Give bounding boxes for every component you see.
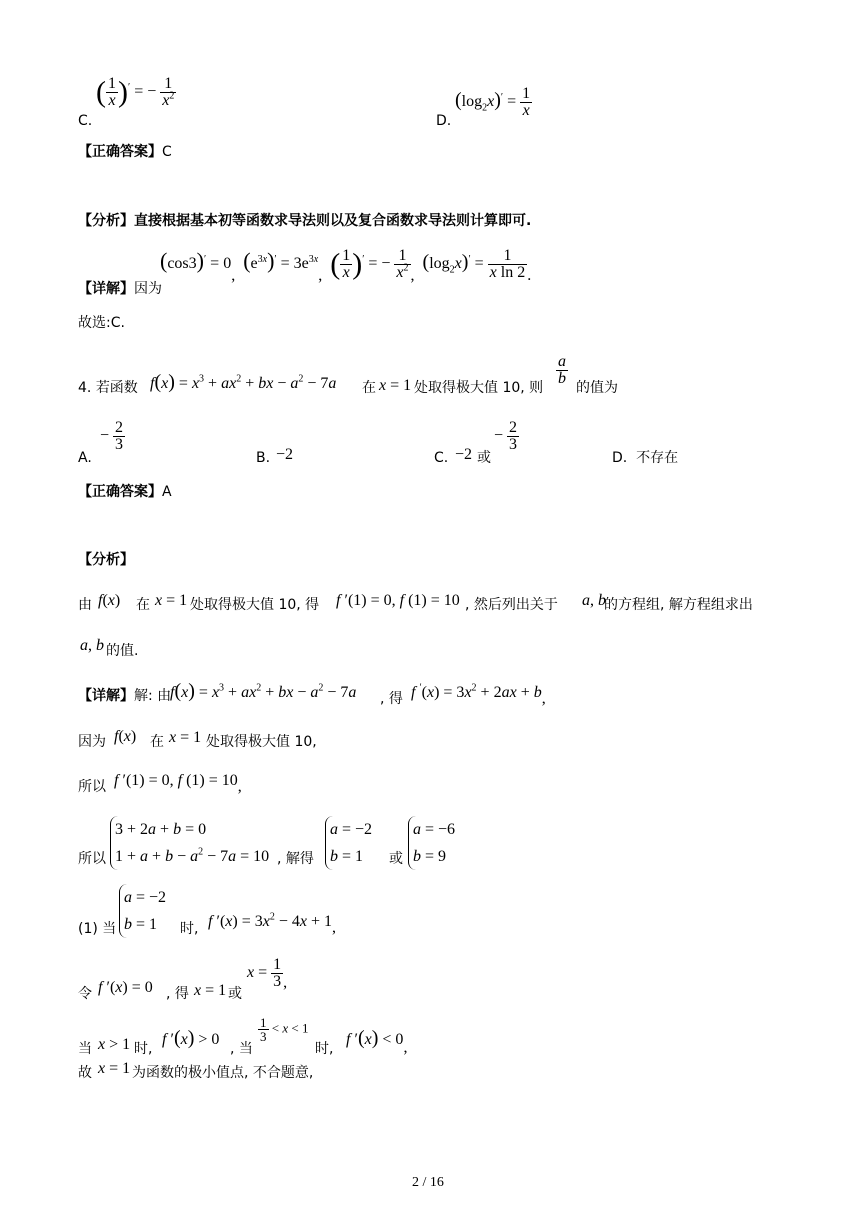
q3-conclusion: 故选:C. [78, 315, 125, 331]
q4-detail-l2-f: f(x) [114, 728, 137, 745]
q4-final-a: 故 [78, 1065, 92, 1081]
q4-case1-label: (1) 当 [78, 921, 117, 937]
q3-analysis-text: 直接根据基本初等函数求导法则以及复合函数求导法则计算即可. [134, 213, 532, 229]
q4-dang-cond: x > 1 [98, 1036, 131, 1053]
q3-detail-heading [78, 282, 162, 296]
q4-final-b: 为函数的极小值点, 不合题意, [132, 1065, 314, 1081]
q4-pos-deriv: f ′(x) > 0 [162, 1027, 220, 1049]
q3-analysis-heading: 【分析】 [78, 213, 134, 229]
q4-option-c-value2: − $\frac{2}{3}$ [494, 419, 518, 453]
q4-point: x = 1 [379, 377, 412, 394]
q4-analysis-d: , 然后列出关于 [465, 597, 558, 613]
q4-detail-l4-b: , 解得 [277, 851, 314, 867]
q4-option-b-label: B. [256, 450, 271, 466]
q4-stem-after: 处取得极大值 10, 则 [414, 380, 544, 396]
q4-case1-system: a = −2 b = 1 [119, 884, 166, 938]
q3-detail-formulas: (cos3)′ = 0, $(e^{3x})' = 3e^{3x}$, ( $\frac{1}{x}$ )′ = − $\frac{1}{x^2}$ , $(\log_2x)'$ = $\frac{1}{\text{x ln 2}}$ . [160, 247, 532, 285]
q4-option-c-or: 或 [477, 450, 491, 466]
q4-shi2: 时, [315, 1041, 334, 1057]
q4-answer-heading: 【正确答案】 [78, 484, 162, 500]
q4-function-def: $f(x) = x^3 + ax^2$ + bx − $a^2 - 7a$ [150, 371, 337, 393]
q4-detail-l2-b: 在 [150, 734, 164, 750]
q4-detail-deriv: f $'(x) = 3x^2 + 2ax + b$, [411, 682, 546, 707]
q4-dang: 当 [78, 1041, 92, 1057]
q4-case1-when: 时, [180, 921, 199, 937]
q3-answer-heading: 【正确答案】 [78, 144, 162, 160]
q4-detail-l4-c: 或 [389, 851, 403, 867]
q4-detail-l2-c: 处取得极大值 10, [206, 734, 317, 750]
q3-answer-value: C [162, 144, 172, 160]
q4-final-x: x = 1 [98, 1060, 131, 1077]
q4-ratio: $\frac{a}{b}$ [558, 353, 566, 387]
q4-dang2: , 当 [230, 1041, 253, 1057]
q3-detail-label: 【详解】 [78, 281, 134, 297]
q3-option-d-formula: $(\log_2x)'$ = $\frac{1}{x}$ [455, 85, 531, 119]
q4-system-3: a = −6 b = 9 [408, 816, 455, 870]
q4-analysis-cond: f ′(1) = 0, f (1) = 10 [336, 592, 460, 609]
q4-option-d-label: D. [612, 450, 628, 466]
q4-stem [78, 381, 138, 395]
q4-detail-l3-cond: f ′(1) = 0, f (1) = 10, [114, 772, 242, 795]
q4-option-a-label: A. [78, 450, 92, 466]
q4-analysis-ab2: a, b [80, 637, 104, 654]
q3-detail-prefix: 因为 [134, 281, 162, 297]
q4-analysis-ab: a, b [582, 592, 606, 609]
q4-analysis-a: 由 [78, 597, 92, 613]
q4-option-d [612, 451, 678, 465]
q4-detail-fdef: $f(x) = x^3 + ax^2$ + bx − $a^2 - 7a$ [170, 680, 357, 702]
q4-detail-l2-x: x = 1 [169, 729, 202, 746]
q4-analysis-c: 处取得极大值 10, 得 [190, 597, 320, 613]
q4-neg-deriv: f ′(x) < 0, [346, 1027, 408, 1056]
q3-analysis [78, 214, 531, 228]
q3-option-c-label: C. [78, 113, 93, 129]
q4-detail-l4-a: 所以 [78, 851, 106, 867]
q4-analysis-l2: 的值. [106, 643, 139, 659]
page-number: 2 / 16 [412, 1175, 444, 1190]
q4-detail-l1-b: , 得 [380, 691, 403, 707]
q4-option-a-value: − $\frac{2}{3}$ [100, 419, 124, 453]
q4-shi: 时, [134, 1041, 153, 1057]
q4-analysis-e: 的方程组, 解方程组求出 [604, 597, 753, 613]
q4-number: 4. [78, 380, 92, 396]
q4-option-c-label: C. [434, 450, 449, 466]
q4-ling-x2: x = $\frac{1}{3}$ , [247, 956, 288, 992]
q4-detail-l1-a: 解: 由 [134, 688, 172, 704]
q4-ling-de: , 得 [166, 986, 189, 1002]
q4-case1-deriv: f $'(x) = 3x^2 - 4x + 1$, [208, 911, 337, 936]
q4-option-c-value: −2 [455, 446, 473, 463]
q3-option-c-formula: ( $\frac{1}{x}$ )′ = − $\frac{1}{x^2}$ [96, 75, 175, 109]
q4-stem-prefix: 若函数 [95, 380, 138, 396]
q4-stem-mid: 在 [362, 380, 376, 396]
q3-option-d-label: D. [436, 113, 452, 129]
q4-detail-l1 [78, 689, 171, 703]
q4-answer [78, 485, 172, 499]
q4-ling: 令 [78, 986, 92, 1002]
q4-option-d-text: 不存在 [636, 450, 679, 466]
q4-analysis-x: x = 1 [155, 592, 188, 609]
q4-detail-heading: 【详解】 [78, 688, 134, 704]
q4-dang2-cond: $\frac{1}{3}$ < x < 1 [260, 1015, 309, 1044]
q4-answer-value: A [162, 484, 172, 500]
q4-analysis-b: 在 [136, 597, 150, 613]
q4-ling-x1: x = 1 [194, 982, 227, 999]
q4-system-2: a = −2 b = 1 [325, 816, 372, 870]
q4-detail-l2-a: 因为 [78, 734, 106, 750]
q3-answer [78, 145, 172, 159]
q4-analysis-heading: 【分析】 [78, 552, 134, 568]
q4-option-b-value: −2 [276, 446, 294, 463]
q4-detail-l3: 所以 [78, 779, 106, 795]
q4-analysis-f: f(x) [98, 592, 121, 609]
q4-ling-or: 或 [228, 986, 242, 1002]
q4-stem-end: 的值为 [576, 380, 618, 396]
q4-system-1: 3 + 2a + b = 0 $1 + a + b - a^2 - 7a = 10$ [110, 816, 269, 870]
q4-ling-eq: f ′(x) = 0 [98, 979, 153, 996]
